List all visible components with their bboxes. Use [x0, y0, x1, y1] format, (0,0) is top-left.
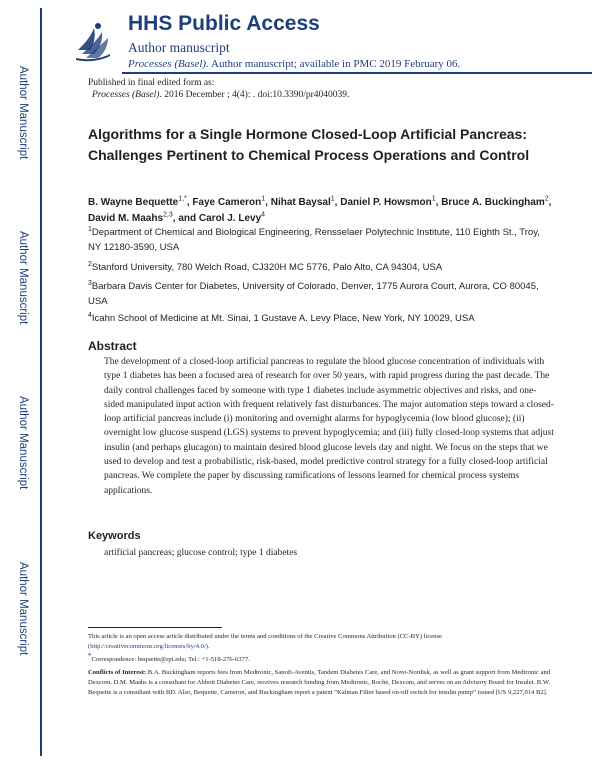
footnotes [88, 632, 562, 701]
affiliation-number: 3 [88, 279, 92, 287]
license-note [88, 632, 562, 653]
author-name: Faye Cameron [192, 197, 262, 208]
footnote-divider [88, 627, 222, 628]
author-name: B. Wayne Bequette [88, 197, 179, 208]
conflicts-label: Conflicts of Interest: [88, 668, 147, 676]
affiliation [88, 225, 548, 255]
author-affil-sup: 1 [330, 195, 335, 203]
availability-text: Author manuscript; available in PMC 2019 February 06. [208, 58, 461, 70]
affiliation [88, 311, 548, 326]
affiliation-text: Stanford University, 780 Welch Road, CJ320H MC 5776, Palo Alto, CA 94304, USA [91, 262, 443, 273]
sidebar-label: Author Manuscript [17, 562, 29, 656]
sidebar-label: Author Manuscript [17, 396, 29, 490]
keywords-heading: Keywords [88, 530, 141, 542]
sidebar-label: Author Manuscript [17, 231, 29, 325]
published-label: Published in final edited form as: [88, 78, 215, 88]
affiliation-number: 2 [88, 260, 92, 268]
author-name: Nihat Baysal [270, 197, 331, 208]
license-link[interactable]: (http://creativecommons.org/licenses/by/4.0/). [88, 643, 210, 651]
author-name: David M. Maahs [88, 213, 164, 224]
author-affil-sup: 2 [544, 195, 549, 203]
hhs-title: HHS Public Access [128, 12, 320, 35]
affiliation-text: Icahn School of Medicine at Mt. Sinai, 1 Gustave A. Levy Place, New York, NY 10029, USA [91, 313, 475, 324]
abstract-heading: Abstract [88, 339, 137, 353]
citation [92, 90, 349, 100]
affiliation-number: 1 [88, 225, 92, 233]
hhs-eagle-logo-icon [72, 14, 114, 64]
author-name: Bruce A. Buckingham [441, 197, 545, 208]
correspondence-note [88, 651, 562, 665]
affiliation [88, 260, 548, 275]
journal-availability [128, 58, 460, 70]
header-divider [122, 72, 592, 74]
author-manuscript-label: Author manuscript [128, 40, 230, 55]
sidebar-divider [40, 8, 42, 756]
keywords-text: artificial pancreas; glucose control; type 1 diabetes [104, 548, 298, 558]
author-affil-sup: 1,* [178, 195, 187, 203]
author-name: Daniel P. Howsmon [340, 197, 432, 208]
affiliation-number: 4 [88, 311, 92, 319]
sidebar-label: Author Manuscript [17, 66, 29, 160]
author-affil-sup: 1 [431, 195, 436, 203]
author-list: B. Wayne Bequette$^{1,*}$, Faye Cameron$^1$, Nihat Baysal$^1$, Daniel P. Howsmon$^1$, Bruce A. Buckingham$^2$, David M. Maahs$^{2,3}$, and Carol J. Levy$^4$ [88, 195, 552, 224]
conflicts-text: B.A. Buckingham reports fees from Medtronic, Sanofi-Aventis, Tandem Diabetes Care, and Novo-Nordisk, as well as grant support from Medtronic and Dexcom. D.M. Maahs is a consultant for Abbott Diabetes Care, receives research funding from Medtronic, Roche, Dexcom, and serves on an Advisory Board for Insulet. B.W. Bequette is a consultant with BD. Also, Bequette, Cameron, and Buckingham report a patent “Kalman Filter based on-off switch for insulin pump” issued [US 9,227,014 B2]. [88, 668, 551, 697]
affiliation [88, 279, 548, 309]
author-name: Carol J. Levy [198, 213, 262, 224]
author-affil-sup: 2,3 [163, 211, 173, 219]
citation-details: 2016 December ; 4(4): . doi:10.3390/pr4040039. [161, 90, 350, 100]
conflicts-note [88, 668, 562, 699]
affiliation-text: Barbara Davis Center for Diabetes, University of Colorado, Denver, 1775 Aurora Court, Aurora, CO 80045, USA [88, 281, 539, 307]
article-title: Algorithms for a Single Hormone Closed-Loop Artificial Pancreas: Challenges Pertinent to Chemical Process Operations and Control [88, 126, 530, 163]
citation-journal: Processes (Basel). [92, 90, 162, 100]
affiliation-text: Department of Chemical and Biological Engineering, Rensselaer Polytechnic Institute, 110 Eighth St., Troy, NY 12180-3590, USA [88, 227, 540, 253]
license-text: This article is an open access article distributed under the terms and conditions of the Creative Commons Attribution (CC-BY) license [88, 633, 442, 640]
correspondence-marker: * [88, 651, 92, 660]
journal-name: Processes (Basel). [128, 58, 209, 70]
author-affil-sup: 1 [261, 195, 266, 203]
abstract-text: The development of a closed-loop artificial pancreas to regulate the blood glucose concentration of individuals with type 1 diabetes has been a focused area of research for over 50 years, with rapid progress during the past decade. The daily control challenges faced by someone with type 1 diabetes include asymmetric objectives and risks, and one-sided manipulated input action with frequent relatively fast disturbances. The major automation steps toward a closed-loop artificial pancreas include (i) monitoring and overnight alarms for hypoglycemia (low blood glucose); (ii) overnight low glucose suspend (LGS) systems to prevent hypoglycemia; and (iii) fully closed-loop systems that adjust insulin (and perhaps glucagon) to maintain desired blood glucose levels day and night. We focus on the steps that we used to develop and test a probabilistic, risk-based, model predictive control strategy for a fully closed-loop artificial pancreas. We complete the paper by discussing ramifications of lessons learned for chemical process systems applications. [104, 357, 554, 496]
correspondence-text: Correspondence: bequette@rpi.edu; Tel.: +1-518-276-6377. [91, 656, 250, 664]
author-affil-sup: 4 [261, 211, 266, 219]
